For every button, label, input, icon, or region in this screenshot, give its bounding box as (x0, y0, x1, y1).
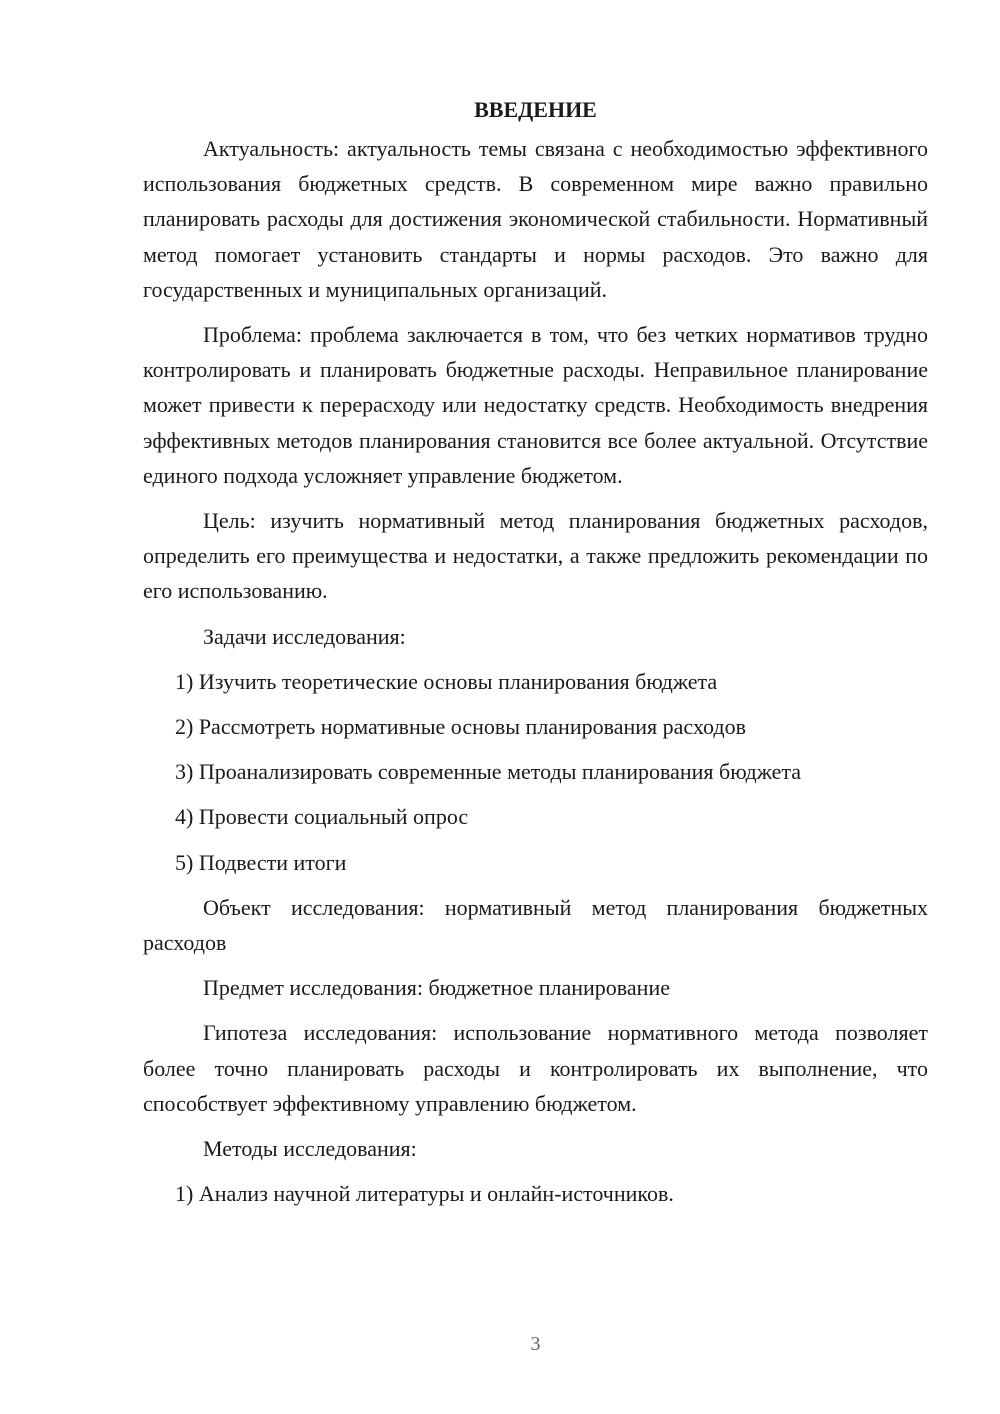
method-item-1: 1) Анализ научной литературы и онлайн-источников. (175, 1181, 674, 1207)
hypothesis-paragraph: Гипотеза исследования: использование нормативного метода позволяет более точно планировать расходы и контролировать их выполнение, что способствует эффективному управлению бюджетом. (143, 1020, 928, 1116)
object-paragraph: Объект исследования: нормативный метод планирования бюджетных расходов (143, 894, 928, 956)
subject-paragraph: Предмет исследования: бюджетное планирование (203, 975, 670, 1001)
goal-paragraph: Цель: изучить нормативный метод планирования бюджетных расходов, определить его преимущества и недостатки, а также предложить рекомендации по его использованию. (143, 508, 928, 604)
page-title: ВВЕДЕНИЕ (474, 97, 597, 122)
relevance-paragraph: Актуальность: актуальность темы связана с необходимостью эффективного использования бюджетных средств. В современном мире важно правильно планировать расходы для достижения экономической стабильности. Нормативный метод помогает установить стандарты и нормы расходов. Это важно для государственных и муниципальных организаций. (143, 136, 928, 302)
document-page (143, 95, 928, 1221)
page-number: 3 (530, 1333, 541, 1355)
task-item-3: 3) Проанализировать современные методы планирования бюджета (175, 759, 802, 785)
task-item-2: 2) Рассмотреть нормативные основы планирования расходов (175, 714, 746, 740)
task-item-5: 5) Подвести итоги (175, 849, 347, 875)
tasks-heading: Задачи исследования: (203, 623, 406, 649)
problem-paragraph: Проблема: проблема заключается в том, что без четких нормативов трудно контролировать и планировать бюджетные расходы. Неправильное планирование может привести к перерасходу или недостатку средств. Необходимость внедрения эффективных методов планирования становится все более актуальной. Отсутствие единого подхода усложняет управление бюджетом. (143, 322, 928, 488)
task-item-1: 1) Изучить теоретические основы планирования бюджета (175, 668, 718, 694)
methods-heading: Методы исследования: (203, 1136, 417, 1162)
task-item-4: 4) Провести социальный опрос (175, 804, 469, 830)
